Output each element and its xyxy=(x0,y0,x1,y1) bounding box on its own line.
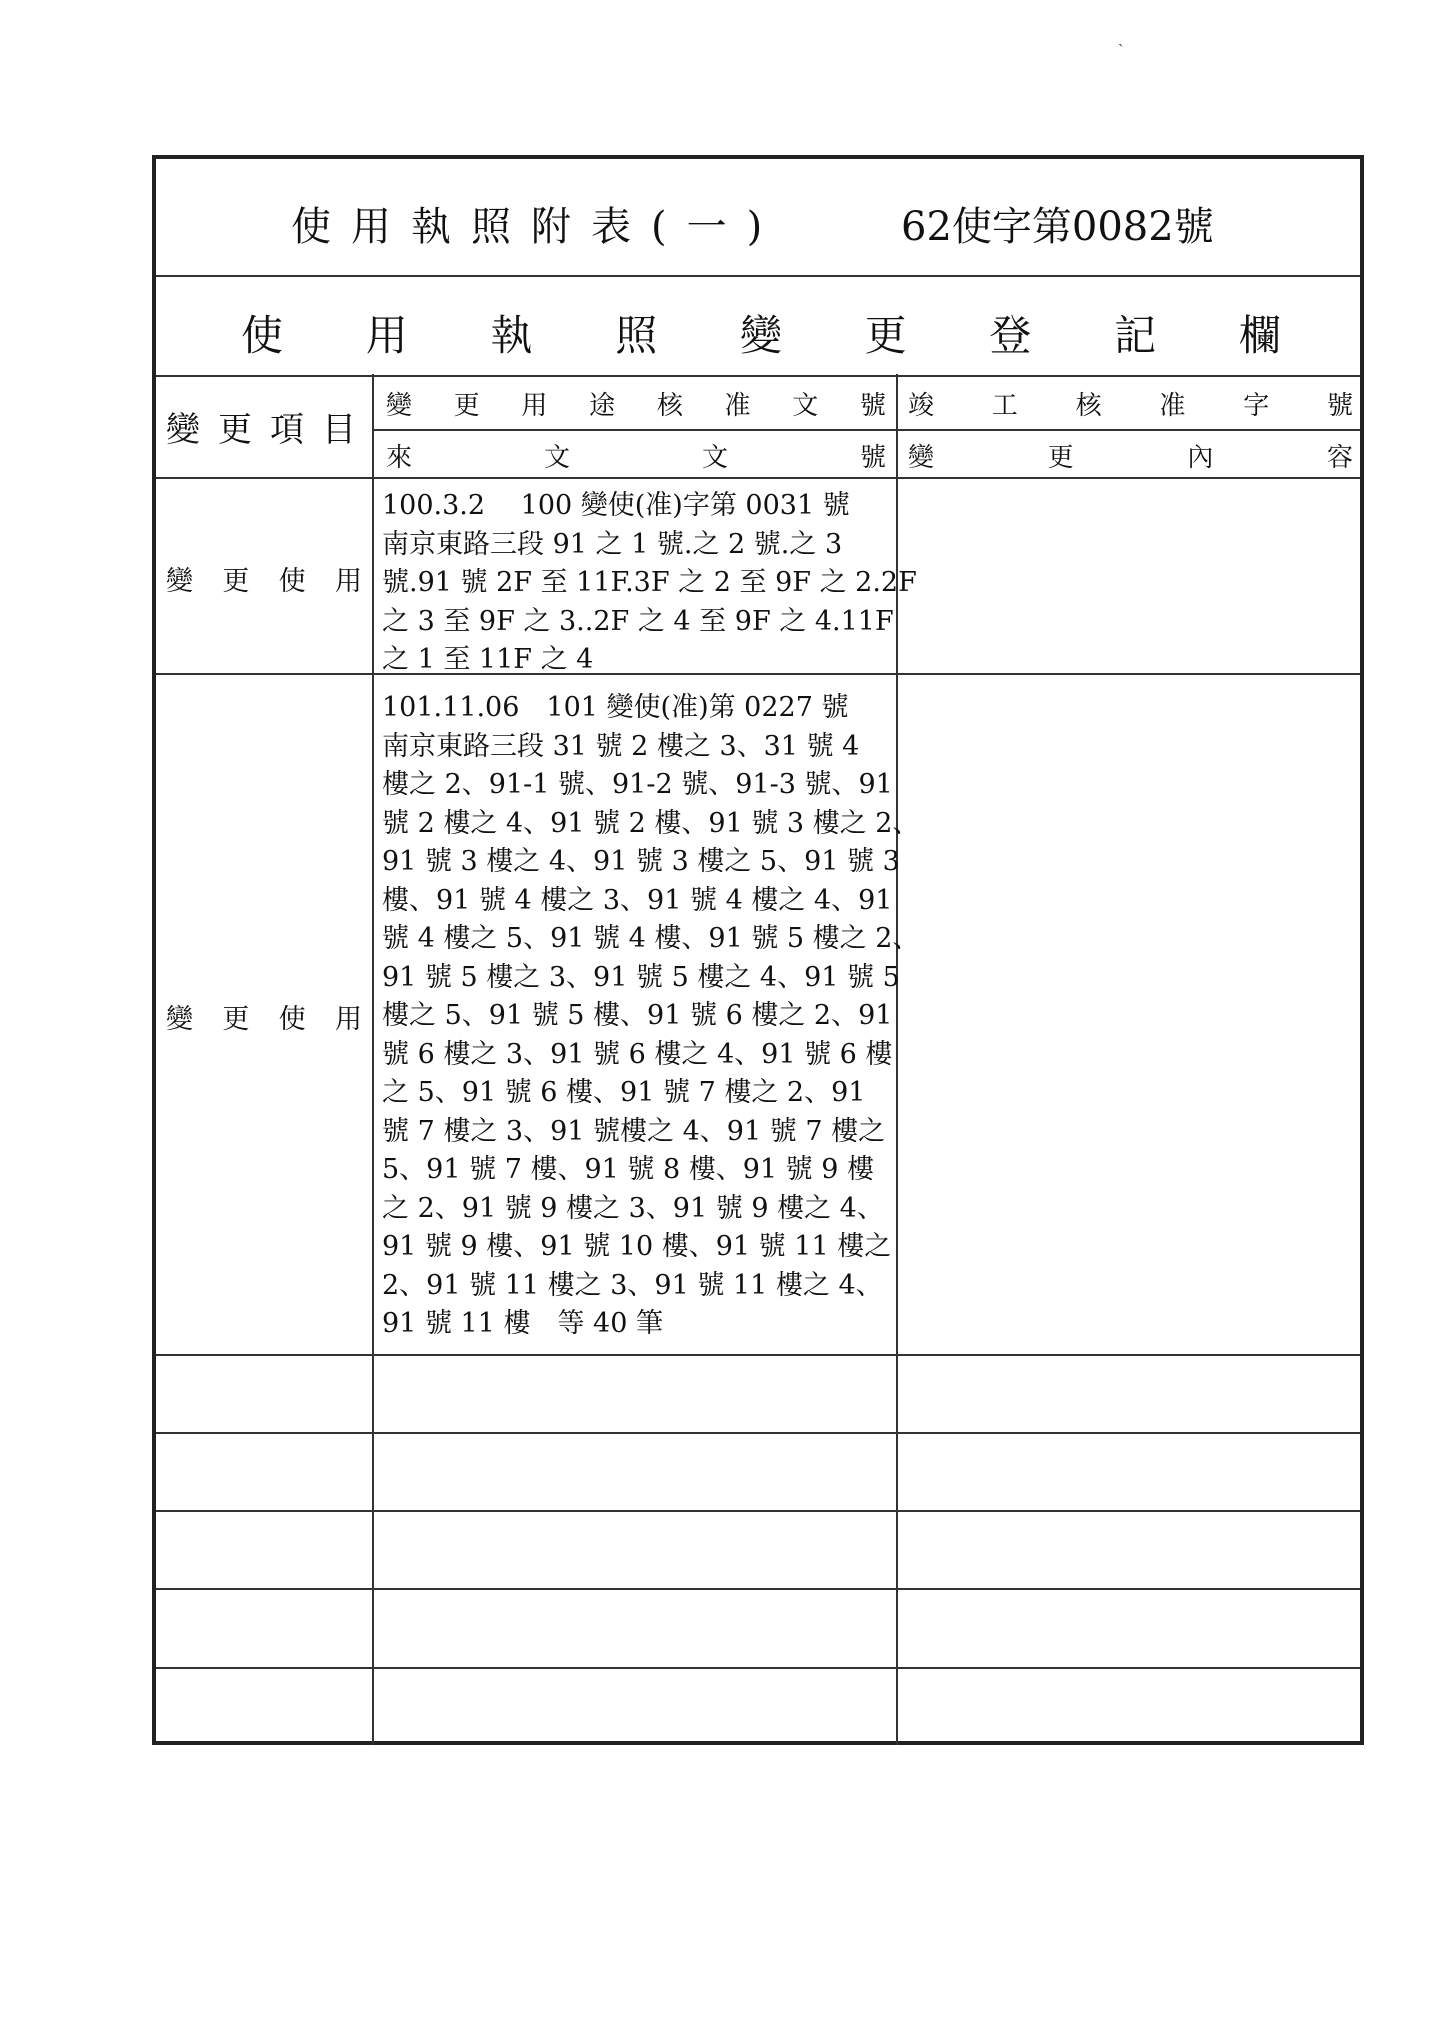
text-line: 號 6 樓之 3、91 號 6 樓之 4、91 號 6 樓 xyxy=(382,1038,893,1070)
header-char: 號 xyxy=(1326,391,1353,421)
text-line: 91 號 11 樓 等 40 筆 xyxy=(382,1308,663,1339)
subtitle-char: 登 xyxy=(989,311,1032,360)
header-char: 途 xyxy=(589,391,616,421)
row-2-item xyxy=(166,997,362,1036)
text-line: 號 4 樓之 5、91 號 4 樓、91 號 5 樓之 2、 xyxy=(382,923,920,954)
row-line-5 xyxy=(156,1588,1360,1590)
header-divider xyxy=(372,429,1360,431)
text-line: 號.91 號 2F 至 11F.3F 之 2 至 9F 之 2.2F xyxy=(382,567,917,598)
header-char: 字 xyxy=(1243,391,1270,421)
text-line: 號 7 樓之 3、91 號樓之 4、91 號 7 樓之 xyxy=(382,1115,886,1147)
row-1-approval-text xyxy=(382,487,917,680)
header-char: 目 xyxy=(322,410,356,450)
text-line: 樓、91 號 4 樓之 3、91 號 4 樓之 4、91 xyxy=(382,884,893,916)
item-char: 使 xyxy=(278,566,306,597)
subtitle-char: 照 xyxy=(615,311,658,360)
item-char: 用 xyxy=(334,566,362,597)
text-line: 2、91 號 11 樓之 3、91 號 11 樓之 4、 xyxy=(382,1269,883,1301)
header-char: 文 xyxy=(792,391,819,421)
header-char: 更 xyxy=(218,410,252,450)
header-char: 更 xyxy=(1047,443,1074,473)
header-completion-number xyxy=(908,385,1353,422)
subtitle-char: 執 xyxy=(490,311,533,360)
text-line: 之 5、91 號 6 樓、91 號 7 樓之 2、91 xyxy=(382,1077,866,1108)
text-line: 號 2 樓之 4、91 號 2 樓、91 號 3 樓之 2、 xyxy=(382,807,920,839)
text-line: 之 1 至 11F 之 4 xyxy=(382,644,594,675)
header-char: 項 xyxy=(270,410,304,450)
header-char: 文 xyxy=(543,443,570,473)
text-line: 之 3 至 9F 之 3..2F 之 4 至 9F 之 4.11F xyxy=(382,605,894,637)
row-line-6 xyxy=(156,1667,1360,1669)
header-char: 文 xyxy=(701,443,728,473)
row-line-4 xyxy=(156,1510,1360,1512)
column-line-1 xyxy=(372,374,374,1745)
header-approval-number xyxy=(386,385,886,422)
header-change-content xyxy=(908,437,1353,474)
text-line: 之 2、91 號 9 樓之 3、91 號 9 樓之 4、 xyxy=(382,1192,884,1224)
item-char: 變 xyxy=(166,566,193,597)
item-char: 使 xyxy=(278,1004,306,1035)
item-char: 更 xyxy=(222,566,250,597)
text-line: 樓之 2、91-1 號、91-2 號、91-3 號、91 xyxy=(382,769,893,800)
text-line: 91 號 3 樓之 4、91 號 3 樓之 5、91 號 3 xyxy=(382,846,900,877)
form-subtitle xyxy=(241,303,1281,363)
header-char: 更 xyxy=(453,391,480,421)
text-line: 100.3.2 100 變使(准)字第 0031 號 xyxy=(382,490,850,521)
item-char: 更 xyxy=(222,1004,250,1035)
item-char: 變 xyxy=(166,1004,193,1035)
form-title: 使用執照附表(一) xyxy=(291,204,783,250)
header-incoming-doc xyxy=(386,437,886,474)
license-number: 62使字第0082號 xyxy=(901,204,1214,250)
header-change-item xyxy=(166,402,356,451)
subtitle-char: 記 xyxy=(1114,311,1157,360)
row-line-2 xyxy=(156,1354,1360,1356)
header-char: 號 xyxy=(859,391,886,421)
header-char: 用 xyxy=(521,391,548,421)
text-line: 91 號 9 樓、91 號 10 樓、91 號 11 樓之 xyxy=(382,1231,892,1262)
text-line: 南京東路三段 91 之 1 號.之 2 號.之 3 xyxy=(382,528,843,560)
header-char: 核 xyxy=(656,391,683,421)
header-char: 變 xyxy=(386,391,413,421)
subtitle-char: 欄 xyxy=(1238,311,1281,360)
text-line: 91 號 5 樓之 3、91 號 5 樓之 4、91 號 5 xyxy=(382,961,900,993)
form-frame xyxy=(152,155,1364,1745)
header-char: 准 xyxy=(724,391,751,421)
header-bottom-line xyxy=(156,477,1360,479)
header-char: 號 xyxy=(859,443,886,473)
header-char: 核 xyxy=(1075,391,1102,421)
row-1-item xyxy=(166,559,362,598)
header-char: 准 xyxy=(1159,391,1186,421)
header-char: 竣 xyxy=(908,391,935,421)
text-line: 南京東路三段 31 號 2 樓之 3、31 號 4 xyxy=(382,730,860,762)
row-2-approval-text xyxy=(382,689,919,1344)
header-char: 變 xyxy=(908,443,935,473)
text-line: 101.11.06 101 變使(准)第 0227 號 xyxy=(382,692,849,723)
text-line: 樓之 5、91 號 5 樓、91 號 6 樓之 2、91 xyxy=(382,1000,893,1031)
subtitle-char: 用 xyxy=(365,311,408,360)
subtitle-row xyxy=(156,277,1360,377)
header-char: 工 xyxy=(991,391,1018,421)
header-char: 變 xyxy=(166,410,200,450)
item-char: 用 xyxy=(334,1004,362,1035)
title-row xyxy=(156,159,1360,277)
header-char: 容 xyxy=(1326,443,1353,473)
subtitle-char: 更 xyxy=(864,311,907,360)
subtitle-char: 使 xyxy=(241,311,284,360)
text-line: 5、91 號 7 樓、91 號 8 樓、91 號 9 樓 xyxy=(382,1154,875,1185)
subtitle-char: 變 xyxy=(739,311,782,360)
header-char: 內 xyxy=(1187,443,1214,473)
header-char: 來 xyxy=(386,443,413,473)
row-line-3 xyxy=(156,1432,1360,1434)
scan-mark: ˏ xyxy=(1118,28,1124,47)
